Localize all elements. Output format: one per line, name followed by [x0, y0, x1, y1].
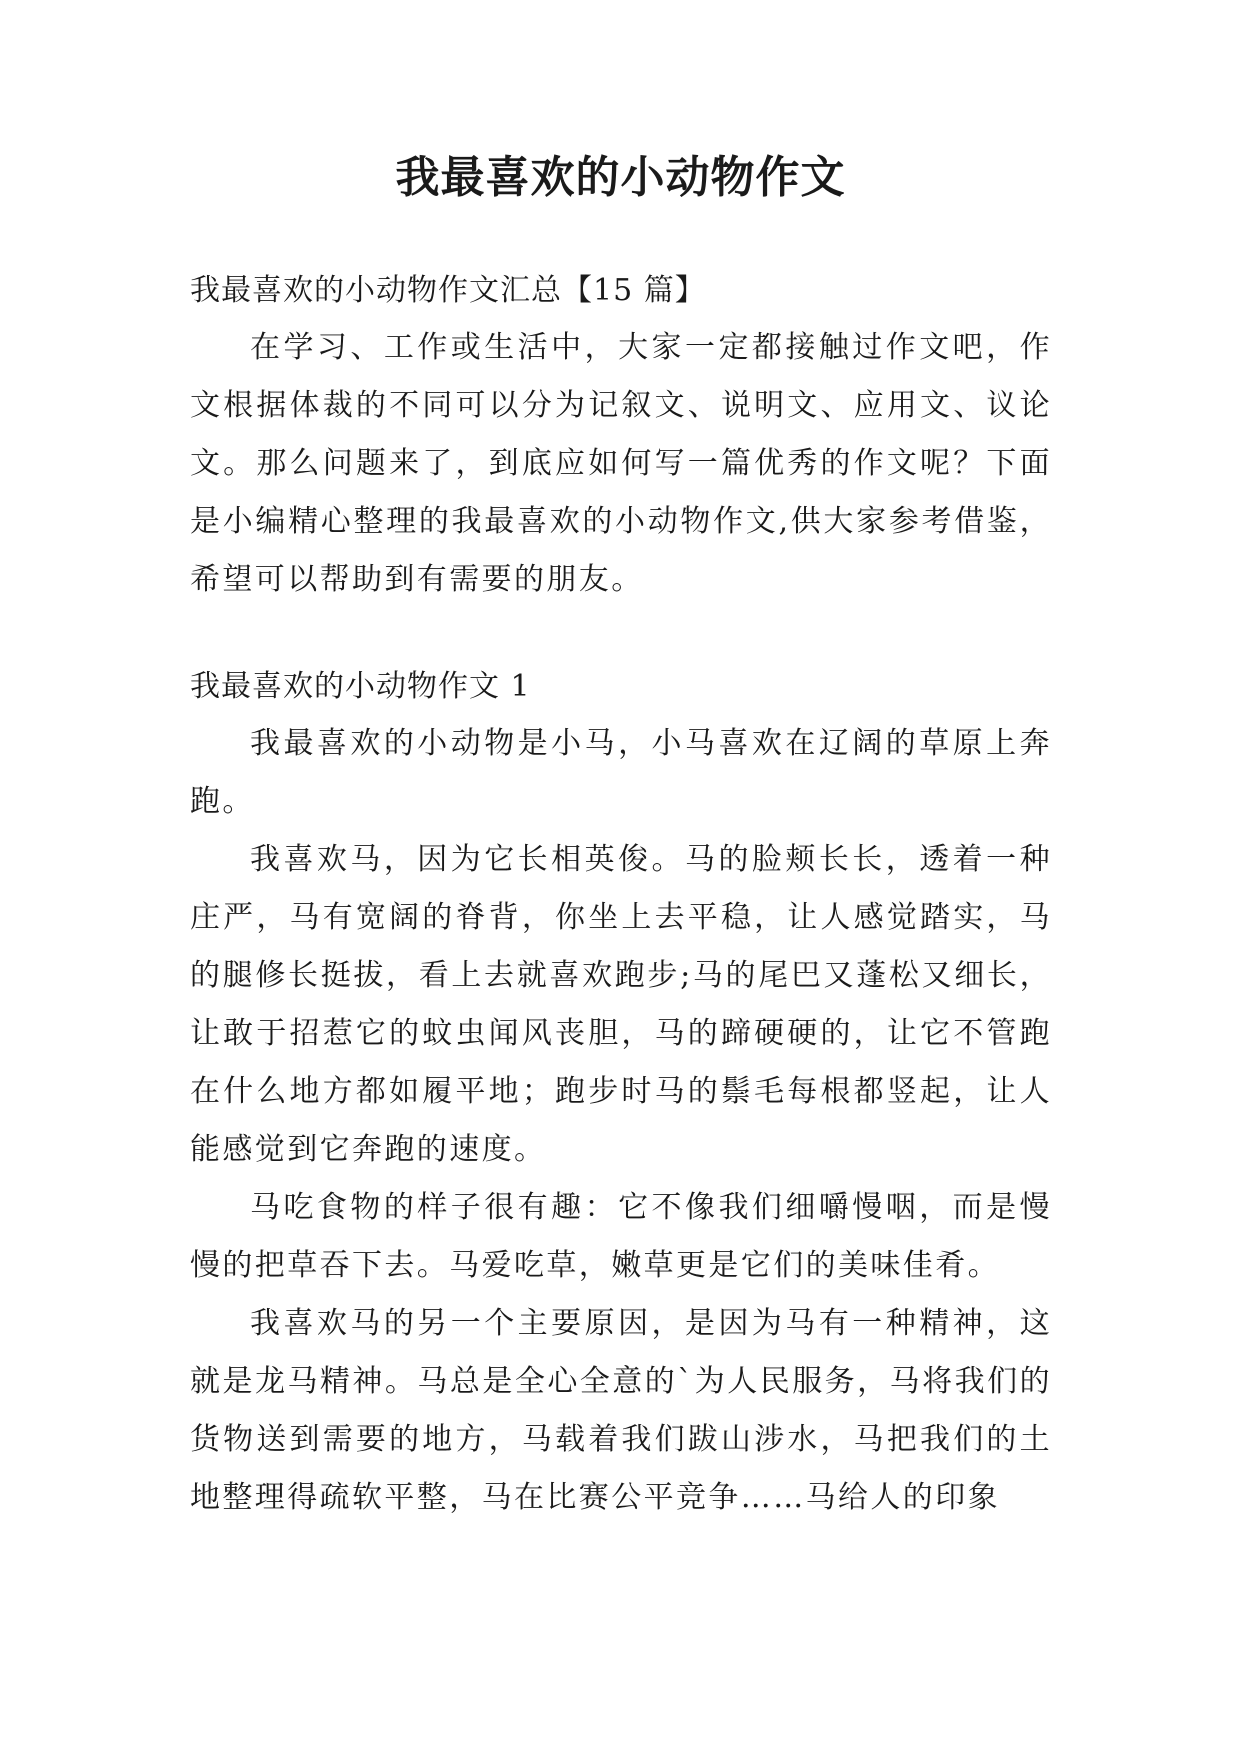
body-paragraph: 我喜欢马，因为它长相英俊。马的脸颊长长，透着一种庄严，马有宽阔的脊背，你坐上去平稳，让人感觉踏实，马的腿修长挺拔，看上去就喜欢跑步;马的尾巴又蓬松又细长，让敢于招惹它的蚊虫闻风丧胆，马的蹄硬硬的，让它不管跑在什么地方都如履平地；跑步时马的鬃毛每根都竖起，让人能感觉到它奔跑的速度。 [190, 842, 1052, 1167]
section-spacer [190, 609, 1052, 659]
body-paragraph: 马吃食物的样子很有趣：它不像我们细嚼慢咽，而是慢慢的把草吞下去。马爱吃草，嫩草更是它们的美味佳肴。 [190, 1190, 1052, 1283]
section-heading: 我最喜欢的小动物作文 1 [190, 669, 531, 704]
collection-heading: 我最喜欢的小动物作文汇总【15 篇】 [190, 273, 706, 308]
body-paragraph: 我最喜欢的小动物是小马，小马喜欢在辽阔的草原上奔跑。 [190, 726, 1052, 819]
body-paragraph: 我喜欢马的另一个主要原因，是因为马有一种精神，这就是龙马精神。马总是全心全意的`为人民服务，马将我们的货物送到需要的地方，马载着我们跋山涉水，马把我们的土地整理得疏软平整，马在比赛公平竞争……马给人的印象 [190, 1306, 1052, 1515]
document-body [190, 263, 1052, 1527]
intro-paragraph: 在学习、工作或生活中，大家一定都接触过作文吧，作文根据体裁的不同可以分为记叙文、说明文、应用文、议论文。那么问题来了，到底应如何写一篇优秀的作文呢？下面是小编精心整理的我最喜欢的小动物作文,供大家参考借鉴，希望可以帮助到有需要的朋友。 [190, 330, 1052, 597]
document-title: 我最喜欢的小动物作文 [395, 152, 846, 203]
